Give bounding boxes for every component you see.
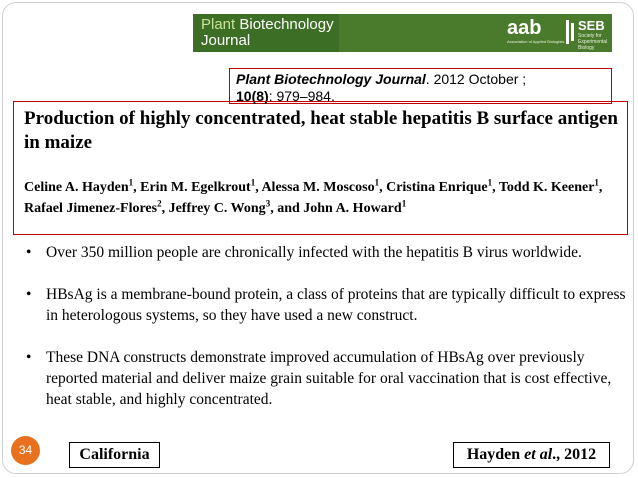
seb-logo: SEB bbox=[578, 18, 605, 33]
author-separator: , bbox=[133, 180, 141, 195]
bullet-item bbox=[26, 347, 626, 410]
state-label: California bbox=[69, 442, 160, 468]
author-affiliation: 1 bbox=[401, 198, 407, 209]
citation-date: . 2012 October ; bbox=[425, 71, 527, 87]
seb-logo-icon bbox=[566, 20, 575, 44]
citation-pages: : 979–984. bbox=[268, 88, 335, 104]
author-separator: , bbox=[161, 201, 169, 216]
seb-tagline: Society for Experimental Biology bbox=[578, 33, 608, 51]
journal-logo-biotech: Biotechnology bbox=[239, 16, 334, 33]
author-affiliation: 1 bbox=[250, 177, 256, 188]
aab-logo: aab bbox=[507, 17, 542, 39]
author-affiliation: 1 bbox=[594, 177, 599, 188]
author-affiliation: 1 bbox=[374, 177, 380, 188]
author-name: Celine A. Hayden bbox=[24, 180, 129, 195]
author-separator: , bbox=[255, 180, 262, 195]
journal-banner bbox=[193, 14, 612, 52]
bullet-dot-icon: • bbox=[26, 244, 32, 261]
author-separator: , bbox=[598, 180, 603, 195]
author-name: Cristina Enrique bbox=[386, 180, 488, 195]
article-title: Production of highly concentrated, heat stable hepatitis B surface antigen in maize bbox=[24, 108, 618, 153]
citation-box bbox=[229, 68, 612, 104]
author-name: Alessa M. Moscoso bbox=[261, 180, 375, 195]
author-name: Jeffrey C. Wong bbox=[168, 201, 266, 216]
journal-logo-journal: Journal bbox=[201, 32, 251, 49]
bullet-dot-icon: • bbox=[26, 349, 32, 366]
author-affiliation: 2 bbox=[157, 198, 162, 209]
aab-tagline: Association of Applied Biologists bbox=[507, 39, 565, 44]
reference-etal: et al bbox=[524, 446, 553, 463]
bullet-item bbox=[26, 242, 626, 263]
bullet-dot-icon: • bbox=[26, 286, 32, 303]
author-name: Erin M. Egelkrout bbox=[140, 180, 251, 195]
citation-volume: 10(8) bbox=[236, 88, 269, 104]
author-affiliation: 3 bbox=[265, 198, 271, 209]
bullet-list bbox=[26, 242, 626, 410]
author-separator: , bbox=[379, 180, 387, 195]
author-name: Todd K. Keener bbox=[498, 180, 595, 195]
author-affiliation: 1 bbox=[487, 177, 493, 188]
reference-year: ., 2012 bbox=[552, 446, 597, 463]
reference-label bbox=[453, 442, 610, 468]
reference-author: Hayden bbox=[466, 446, 525, 463]
author-list bbox=[24, 177, 624, 219]
article-box bbox=[13, 101, 628, 235]
author-name: Rafael Jimenez-Flores bbox=[24, 201, 158, 216]
page-number-badge: 34 bbox=[11, 436, 40, 465]
bullet-text: These DNA constructs demonstrate improved accumulation of HBsAg over previously reported material and deliver maize grain suitable for oral vaccination that is cost effective, heat stable, and highly concentrated. bbox=[46, 349, 612, 408]
bullet-item bbox=[26, 284, 626, 326]
journal-logo-line1 bbox=[201, 16, 334, 33]
citation-journal: Plant Biotechnology Journal bbox=[236, 71, 426, 87]
author-name: John A. Howard bbox=[303, 201, 402, 216]
bullet-text: Over 350 million people are chronically infected with the hepatitis B virus worldwide. bbox=[46, 244, 582, 261]
author-separator: , and bbox=[270, 201, 304, 216]
journal-logo-plant: Plant bbox=[201, 16, 236, 33]
journal-logo-block bbox=[193, 14, 339, 52]
bullet-text: HBsAg is a membrane-bound protein, a class of proteins that are typically difficult to express in heterologous systems, so they have used a new construct. bbox=[46, 286, 626, 324]
author-affiliation: 1 bbox=[128, 177, 134, 188]
author-separator: , bbox=[492, 180, 499, 195]
